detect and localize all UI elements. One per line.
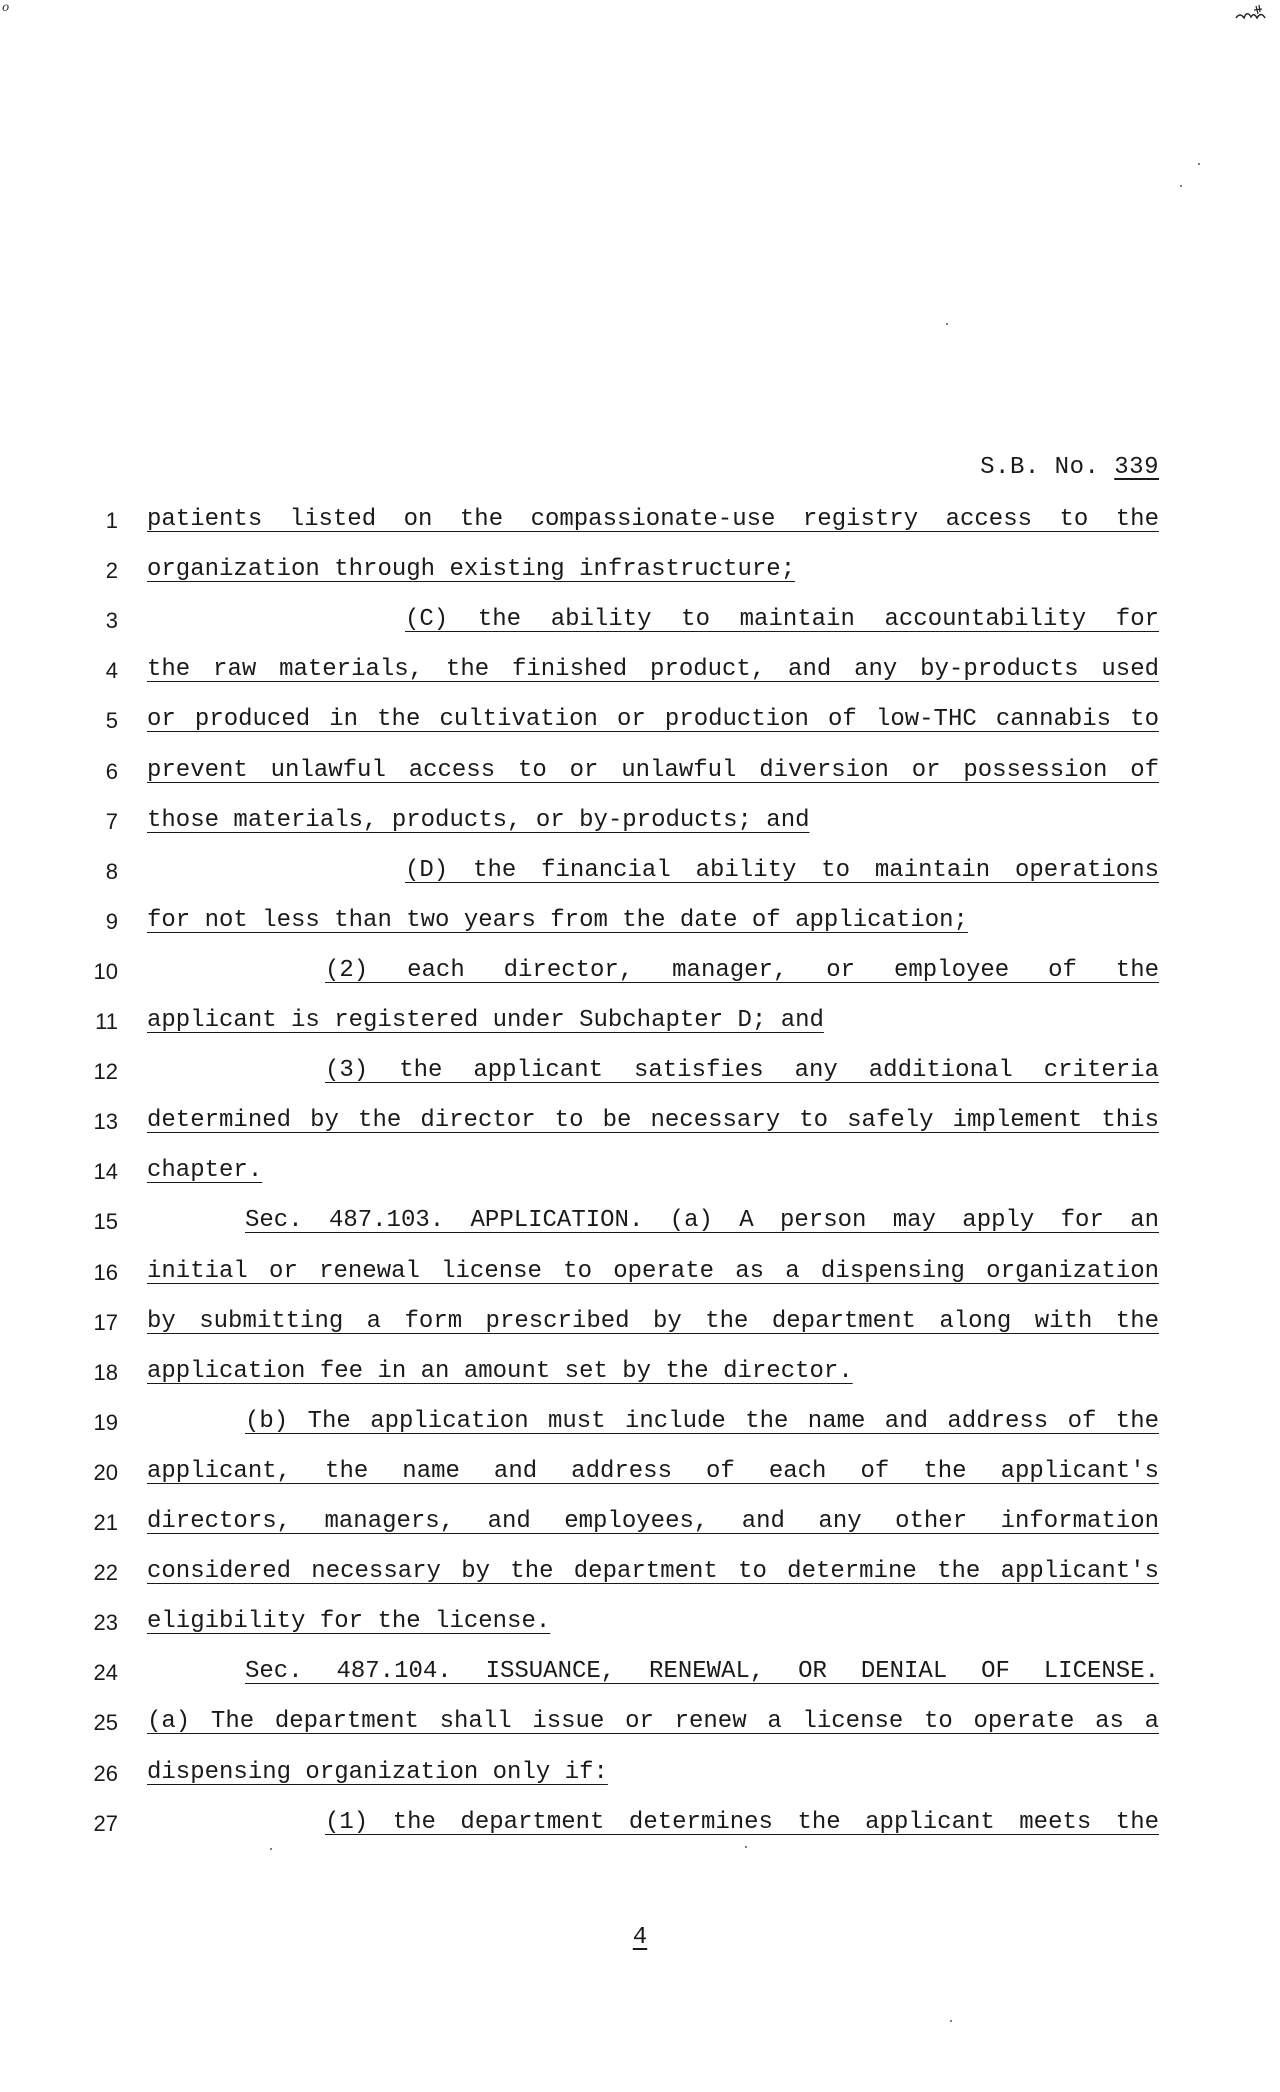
line-number: 16 bbox=[93, 1259, 118, 1285]
line-text: applicant, the name and address of each of the applicant's bbox=[147, 1457, 1159, 1485]
line-text: (D) the financial ability to maintain operations bbox=[405, 856, 1159, 884]
document-line bbox=[0, 801, 1280, 841]
line-text: by submitting a form prescribed by the department along with the bbox=[147, 1307, 1159, 1335]
line-text: Sec. 487.104. ISSUANCE, RENEWAL, OR DENIAL OF LICENSE. bbox=[245, 1658, 1159, 1686]
document-line bbox=[0, 1201, 1280, 1241]
document-line bbox=[0, 851, 1280, 891]
document-line bbox=[0, 951, 1280, 991]
line-text: for not less than two years from the date of application; bbox=[147, 906, 968, 934]
document-line bbox=[0, 1753, 1280, 1793]
line-text: the raw materials, the finished product, and any by-products used bbox=[147, 656, 1159, 684]
line-text: Sec. 487.103. APPLICATION. (a) A person may apply for an bbox=[245, 1207, 1159, 1235]
document-line bbox=[0, 1101, 1280, 1141]
line-number: 14 bbox=[93, 1159, 118, 1185]
document-line bbox=[0, 1702, 1280, 1742]
line-number: 26 bbox=[93, 1760, 118, 1786]
document-line bbox=[0, 650, 1280, 690]
line-text: or produced in the cultivation or production of low-THC cannabis to bbox=[147, 706, 1159, 734]
line-text: those materials, products, or by-products; and bbox=[147, 806, 810, 834]
line-number: 1 bbox=[105, 508, 118, 533]
document-line bbox=[0, 600, 1280, 640]
line-number: 3 bbox=[105, 608, 118, 634]
corner-mark: o bbox=[2, 0, 10, 14]
line-number: 4 bbox=[105, 658, 118, 684]
line-text: initial or renewal license to operate as a dispensing organization bbox=[147, 1257, 1159, 1285]
document-line bbox=[0, 1252, 1280, 1292]
line-number: 8 bbox=[105, 858, 118, 884]
document-line bbox=[0, 1803, 1280, 1843]
document-line bbox=[0, 550, 1280, 590]
line-number: 21 bbox=[93, 1510, 118, 1535]
document-line bbox=[0, 1452, 1280, 1492]
line-text: dispensing organization only if: bbox=[147, 1758, 608, 1786]
line-number: 2 bbox=[105, 558, 118, 584]
document-line bbox=[0, 1652, 1280, 1692]
line-number: 9 bbox=[105, 908, 118, 934]
line-number: 20 bbox=[93, 1459, 118, 1485]
line-number: 13 bbox=[93, 1109, 118, 1135]
document-line bbox=[0, 1352, 1280, 1392]
line-number: 19 bbox=[93, 1409, 118, 1435]
line-text: (a) The department shall issue or renew a license to operate as a bbox=[147, 1708, 1159, 1736]
document-line bbox=[0, 751, 1280, 791]
line-number: 18 bbox=[93, 1359, 118, 1385]
document-line bbox=[0, 1001, 1280, 1041]
document-line bbox=[0, 1302, 1280, 1342]
line-text: eligibility for the license. bbox=[147, 1608, 551, 1636]
line-text: applicant is registered under Subchapter D; and bbox=[147, 1007, 824, 1034]
line-number: 25 bbox=[93, 1710, 118, 1736]
line-text: (C) the ability to maintain accountability for bbox=[405, 606, 1159, 634]
line-number: 24 bbox=[93, 1660, 118, 1686]
bill-number-header bbox=[980, 454, 1159, 481]
line-text: considered necessary by the department to determine the applicant's bbox=[147, 1558, 1159, 1586]
bill-number: 339 bbox=[1114, 454, 1159, 481]
line-number: 23 bbox=[93, 1610, 118, 1636]
document-line bbox=[0, 1051, 1280, 1091]
page-number: 4 bbox=[632, 1924, 648, 1951]
document-line bbox=[0, 700, 1280, 740]
document-line bbox=[0, 1502, 1280, 1542]
line-number: 12 bbox=[93, 1059, 118, 1085]
line-text: directors, managers, and employees, and any other information bbox=[147, 1508, 1159, 1535]
line-text: patients listed on the compassionate-use registry access to the bbox=[147, 506, 1159, 533]
line-number: 27 bbox=[93, 1810, 118, 1836]
line-number: 15 bbox=[93, 1209, 118, 1235]
line-number: 17 bbox=[93, 1309, 118, 1335]
line-text: application fee in an amount set by the director. bbox=[147, 1357, 853, 1385]
line-number: 11 bbox=[95, 1009, 118, 1034]
document-line bbox=[0, 1602, 1280, 1642]
line-text: (2) each director, manager, or employee of the bbox=[325, 956, 1159, 984]
line-text: (b) The application must include the name and address of the bbox=[245, 1407, 1159, 1435]
line-number: 22 bbox=[93, 1560, 118, 1586]
document-line bbox=[0, 1552, 1280, 1592]
document-line bbox=[0, 1402, 1280, 1442]
line-text: (3) the applicant satisfies any additional criteria bbox=[325, 1057, 1159, 1085]
line-number: 10 bbox=[93, 958, 118, 984]
document-line bbox=[0, 901, 1280, 941]
stamp-mark-icon bbox=[1232, 2, 1272, 24]
line-text: organization through existing infrastructure; bbox=[147, 556, 796, 584]
line-number: 6 bbox=[105, 758, 118, 784]
document-line bbox=[0, 1151, 1280, 1191]
line-number: 5 bbox=[105, 708, 118, 734]
line-text: prevent unlawful access to or unlawful diversion or possession of bbox=[147, 756, 1159, 784]
document-line bbox=[0, 500, 1280, 540]
line-number: 7 bbox=[105, 808, 118, 834]
bill-prefix: S.B. No. bbox=[980, 454, 1100, 481]
line-text: determined by the director to be necessary to safely implement this bbox=[147, 1107, 1159, 1135]
line-text: chapter. bbox=[147, 1157, 263, 1185]
line-text: (1) the department determines the applicant meets the bbox=[325, 1808, 1159, 1836]
